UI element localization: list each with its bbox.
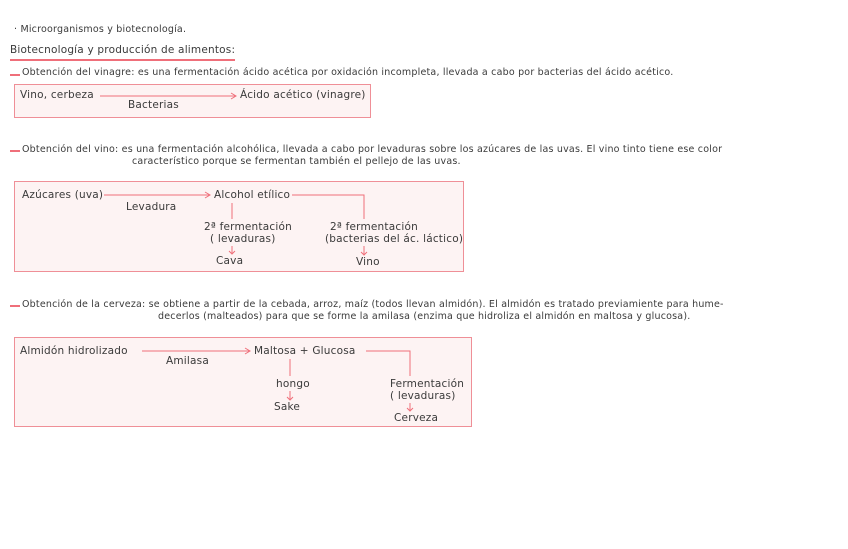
vinagre-source: Vino, cerbeza <box>20 89 94 101</box>
cerveza-source: Almidón hidrolizado <box>20 345 128 357</box>
vino-agent: Levadura <box>126 201 177 213</box>
arrow-line <box>292 195 364 219</box>
cerveza-description-line1: Obtención de la cerveza: se obtiene a partir de la cebada, arroz, maíz (todos llevan almidón). El almidón es tratado previamiente para hume- <box>22 299 724 310</box>
cerveza-branch2-result: Cerveza <box>394 412 439 424</box>
section-title: Biotecnología y producción de alimentos: <box>10 44 236 56</box>
vino-branch2-line1: 2ª fermentación <box>330 221 418 233</box>
vino-description-line1: Obtención del vino: es una fermentación alcohólica, llevada a cabo por levaduras sobre los azúcares de las uvas. El vino tinto tiene ese color <box>22 144 723 155</box>
vino-source: Azúcares (uva) <box>22 189 104 201</box>
cerveza-branch2-line2: ( levaduras) <box>390 390 456 402</box>
vino-branch1-result: Cava <box>216 255 244 267</box>
vino-branch2-result: Vino <box>356 256 380 268</box>
cerveza-agent: Amilasa <box>166 355 209 367</box>
cerveza-branch1-result: Sake <box>274 401 301 413</box>
cerveza-description-line2: decerlos (malteados) para que se forme la amilasa (enzima que hidroliza el almidón en maltosa y glucosa). <box>158 311 691 322</box>
vino-branch2-line2: (bacterias del ác. láctico) <box>325 233 464 245</box>
vinagre-description: Obtención del vinagre: es una fermentación ácido acética por oxidación incompleta, llevada a cabo por bacterias del ácido acético. <box>22 67 674 78</box>
cerveza-branch1-line1: hongo <box>276 378 310 390</box>
vinagre-product: Ácido acético (vinagre) <box>240 89 366 101</box>
cerveza-product: Maltosa + Glucosa <box>254 345 356 357</box>
cerveza-branch2-line1: Fermentación <box>390 378 465 390</box>
arrow-line <box>366 351 410 376</box>
vino-branch1-line1: 2ª fermentación <box>204 221 292 233</box>
vino-description-line2: característico porque se fermentan también el pellejo de las uvas. <box>132 156 461 167</box>
vino-product: Alcohol etílico <box>214 189 291 201</box>
vino-branch1-line2: ( levaduras) <box>210 233 276 245</box>
vinagre-agent: Bacterias <box>128 99 179 111</box>
topic-heading: · Microorganismos y biotecnología. <box>14 24 187 35</box>
